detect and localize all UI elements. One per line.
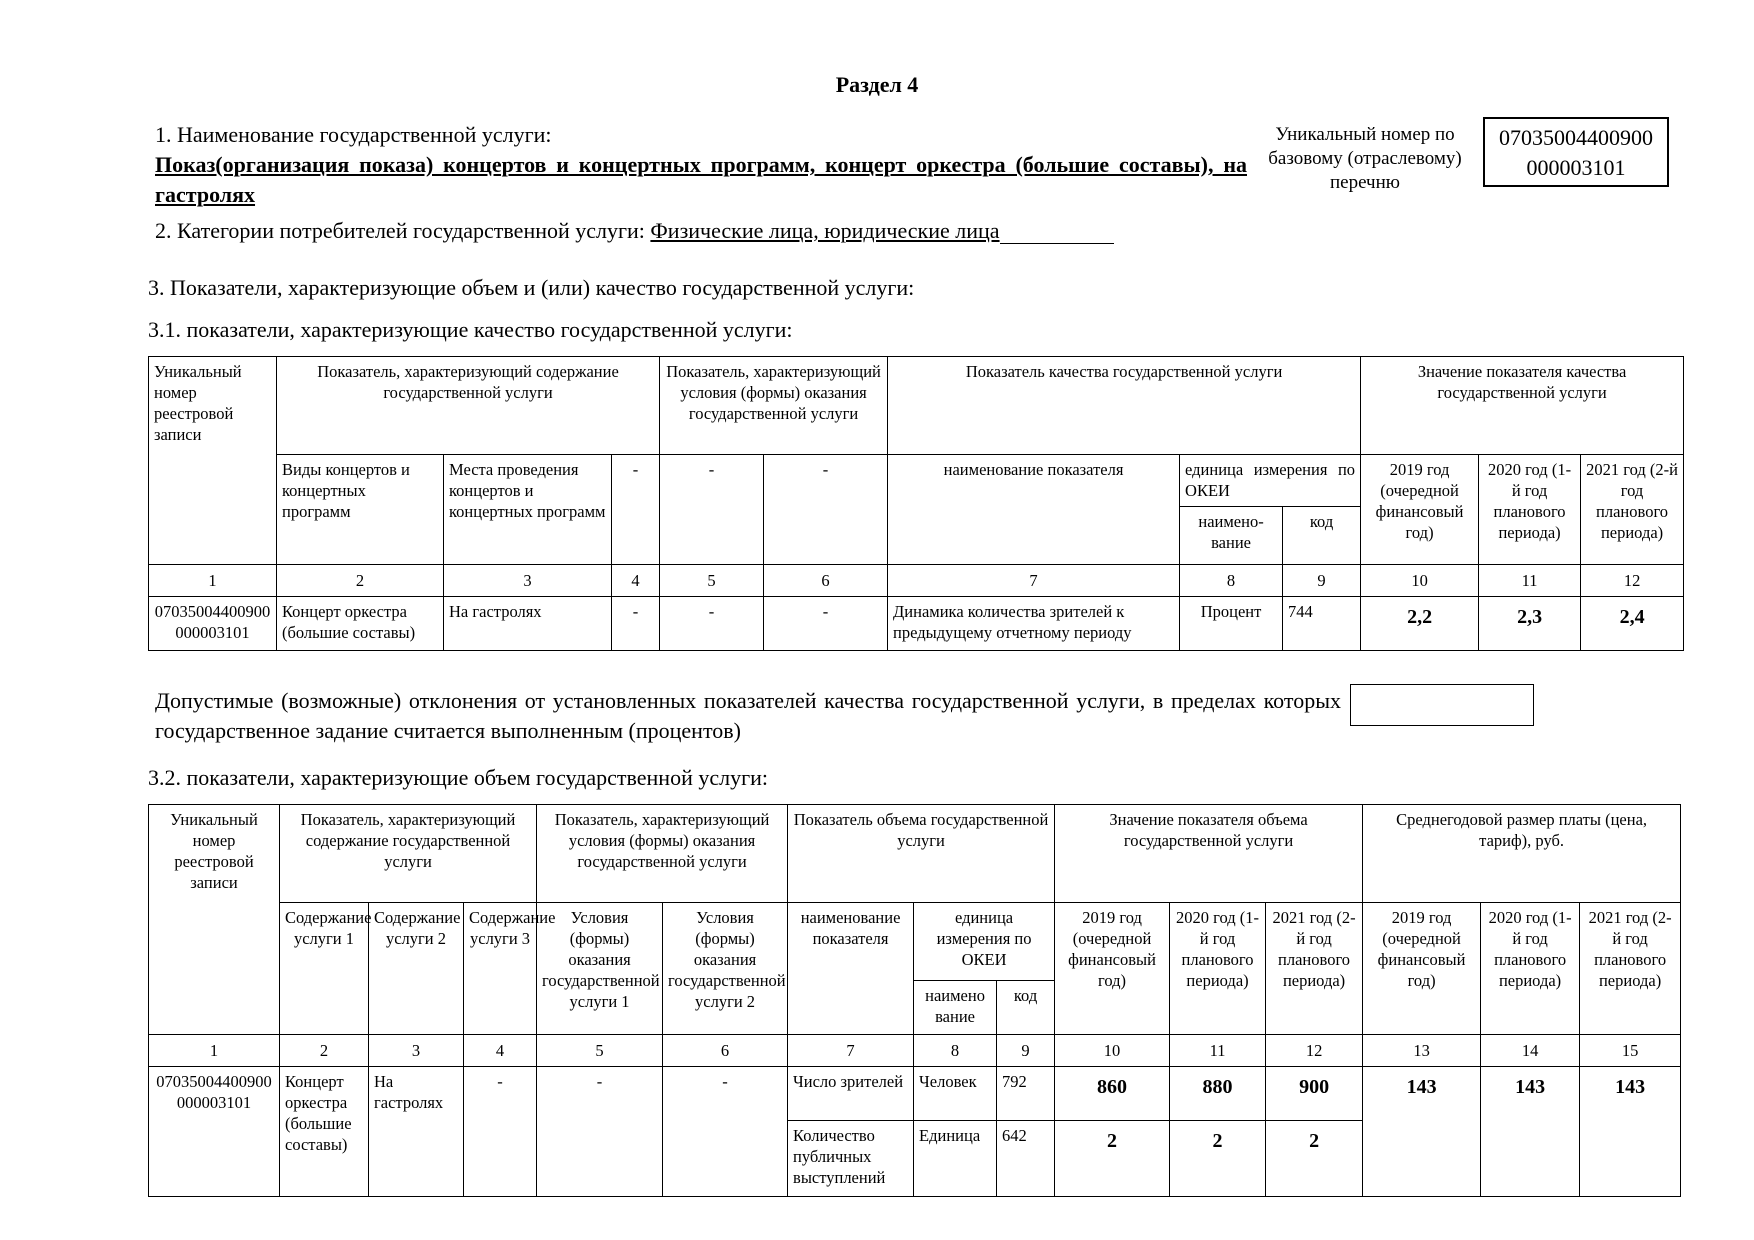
v-col-number: 2	[280, 1035, 369, 1067]
v-row-sub1-c12: 900	[1266, 1067, 1363, 1121]
q-col-number: 8	[1180, 565, 1283, 597]
q-header-value: Значение показателя качества государственной услуги	[1361, 357, 1684, 455]
q-row-c4: -	[612, 597, 660, 651]
v-header-conditions: Показатель, характеризующий условия (формы) оказания государственной услуги	[537, 805, 788, 903]
q-row-record: 07035004400900000003101	[149, 597, 277, 651]
v-col-number: 3	[369, 1035, 464, 1067]
v-col-number: 7	[788, 1035, 914, 1067]
table-row	[149, 597, 1684, 651]
v-header-c10: 2019 год (очередной финансовый год)	[1055, 903, 1170, 1035]
deviation-value-field[interactable]	[1350, 684, 1534, 726]
q-header-record: Уникальный номер реестровой записи	[149, 357, 277, 565]
consumers-label: 2. Категории потребителей государственной услуги:	[155, 218, 645, 243]
service-name-value: Показ(организация показа) концертов и концертных программ, концерт оркестра (большие составы), на гастролях	[155, 152, 1247, 207]
v-row-sub2-c12: 2	[1266, 1121, 1363, 1197]
q-col-number: 6	[764, 565, 888, 597]
q-header-c5: -	[660, 455, 764, 565]
q-header-c9: код	[1283, 507, 1361, 565]
q-header-c12: 2021 год (2-й год планового периода)	[1581, 455, 1684, 565]
v-col-number: 8	[914, 1035, 997, 1067]
v-row-c3: На гастролях	[369, 1067, 464, 1197]
q-col-number: 1	[149, 565, 277, 597]
q-col-number: 7	[888, 565, 1180, 597]
v-col-number: 10	[1055, 1035, 1170, 1067]
v-row-c13: 143	[1363, 1067, 1481, 1197]
q-header-quality: Показатель качества государственной услуги	[888, 357, 1361, 455]
unique-number-line1: 07035004400900	[1499, 125, 1653, 150]
v-col-number: 11	[1170, 1035, 1266, 1067]
v-row-sub1-c7: Число зрителей	[788, 1067, 914, 1121]
q-header-c2: Виды концертов и концертных программ	[277, 455, 444, 565]
quality-table	[148, 356, 1684, 651]
v-row-sub2-c9: 642	[997, 1121, 1055, 1197]
v-header-c8: наимено вание	[914, 981, 997, 1035]
v-header-volume: Показатель объема государственной услуги	[788, 805, 1055, 903]
v-row-c6: -	[663, 1067, 788, 1197]
q-row-c2: Концерт оркестра (большие составы)	[277, 597, 444, 651]
consumers-fill-line	[1000, 221, 1114, 244]
v-col-numbers-row	[149, 1035, 1681, 1067]
q-header-c6: -	[764, 455, 888, 565]
q-col-number: 10	[1361, 565, 1479, 597]
q-header-content: Показатель, характеризующий содержание государственной услуги	[277, 357, 660, 455]
q-col-number: 3	[444, 565, 612, 597]
q-header-unit: единица измерения по ОКЕИ	[1180, 455, 1361, 507]
v-row-c15: 143	[1580, 1067, 1681, 1197]
q-col-number: 9	[1283, 565, 1361, 597]
v-header-c7: наименование показателя	[788, 903, 914, 1035]
v-row-sub2-c8: Единица	[914, 1121, 997, 1197]
q-row-c12: 2,4	[1581, 597, 1684, 651]
v-header-c3: Содержание услуги 2	[369, 903, 464, 1035]
q-row-c9: 744	[1283, 597, 1361, 651]
v-row-sub1-c10: 860	[1055, 1067, 1170, 1121]
q-row-c6: -	[764, 597, 888, 651]
v-row-sub2-c7: Количество публичных выступлений	[788, 1121, 914, 1197]
v-row-c14: 143	[1481, 1067, 1580, 1197]
q-row-c11: 2,3	[1479, 597, 1581, 651]
v-row-sub1-c9: 792	[997, 1067, 1055, 1121]
table-row	[149, 1067, 1681, 1121]
consumers-value: Физические лица, юридические лица	[650, 218, 1000, 243]
q-col-number: 2	[277, 565, 444, 597]
v-row-record: 07035004400900000003101	[149, 1067, 280, 1197]
v-header-fee: Среднегодовой размер платы (цена, тариф), руб.	[1363, 805, 1681, 903]
q-col-number: 11	[1479, 565, 1581, 597]
q-row-c5: -	[660, 597, 764, 651]
q-header-c4: -	[612, 455, 660, 565]
q-row-c10: 2,2	[1361, 597, 1479, 651]
v-row-sub1-c11: 880	[1170, 1067, 1266, 1121]
v-header-c9: код	[997, 981, 1055, 1035]
q-col-number: 12	[1581, 565, 1684, 597]
q-header-c3: Места проведения концертов и концертных программ	[444, 455, 612, 565]
v-header-c12: 2021 год (2-й год планового периода)	[1266, 903, 1363, 1035]
q-col-numbers-row	[149, 565, 1684, 597]
v-row-sub2-c10: 2	[1055, 1121, 1170, 1197]
service-name-label: 1. Наименование государственной услуги:	[155, 122, 552, 147]
volume-table	[148, 804, 1681, 1197]
q-header-c7: наименование показателя	[888, 455, 1180, 565]
heading-3-2: 3.2. показатели, характеризующие объем государственной услуги:	[148, 765, 768, 790]
v-col-number: 4	[464, 1035, 537, 1067]
q-row-c3: На гастролях	[444, 597, 612, 651]
v-col-number: 6	[663, 1035, 788, 1067]
v-col-number: 1	[149, 1035, 280, 1067]
q-row-c8: Процент	[1180, 597, 1283, 651]
v-col-number: 9	[997, 1035, 1055, 1067]
v-header-c11: 2020 год (1-й год планового периода)	[1170, 903, 1266, 1035]
q-header-conditions: Показатель, характеризующий условия (формы) оказания государственной услуги	[660, 357, 888, 455]
v-header-content: Показатель, характеризующий содержание государственной услуги	[280, 805, 537, 903]
v-row-c2: Концерт оркестра (большие составы)	[280, 1067, 369, 1197]
heading-3: 3. Показатели, характеризующие объем и (или) качество государственной услуги:	[148, 275, 915, 300]
section-title: Раздел 4	[835, 72, 919, 97]
v-header-c6: Условия (формы) оказания государственной услуги 2	[663, 903, 788, 1035]
v-header-record: Уникальный номер реестровой записи	[149, 805, 280, 1035]
v-col-number: 12	[1266, 1035, 1363, 1067]
q-header-c8: наимено-вание	[1180, 507, 1283, 565]
v-header-c2: Содержание услуги 1	[280, 903, 369, 1035]
deviation-text: Допустимые (возможные) отклонения от установленных показателей качества государственной услуги, в пределах которых государственное задание считается выполненным (процентов)	[155, 688, 1341, 743]
v-header-value: Значение показателя объема государственной услуги	[1055, 805, 1363, 903]
q-row-c7: Динамика количества зрителей к предыдущему отчетному периоду	[888, 597, 1180, 651]
unique-number-line2: 000003101	[1526, 155, 1626, 180]
heading-3-1: 3.1. показатели, характеризующие качество государственной услуги:	[148, 317, 793, 342]
v-header-c13: 2019 год (очередной финансовый год)	[1363, 903, 1481, 1035]
v-col-number: 14	[1481, 1035, 1580, 1067]
q-header-c10: 2019 год (очередной финансовый год)	[1361, 455, 1479, 565]
v-row-c4: -	[464, 1067, 537, 1197]
unique-number-label: Уникальный номер по базовому (отраслевому) перечню	[1268, 124, 1462, 193]
consumers-row	[155, 218, 1114, 244]
unique-number-box	[1483, 117, 1669, 187]
v-row-sub2-c11: 2	[1170, 1121, 1266, 1197]
v-header-unit: единица измерения по ОКЕИ	[914, 903, 1055, 981]
v-header-c5: Условия (формы) оказания государственной услуги 1	[537, 903, 663, 1035]
v-header-c15: 2021 год (2-й год планового периода)	[1580, 903, 1681, 1035]
v-col-number: 5	[537, 1035, 663, 1067]
q-header-c11: 2020 год (1-й год планового периода)	[1479, 455, 1581, 565]
v-row-sub1-c8: Человек	[914, 1067, 997, 1121]
q-col-number: 4	[612, 565, 660, 597]
v-col-number: 13	[1363, 1035, 1481, 1067]
q-col-number: 5	[660, 565, 764, 597]
v-header-c4: Содержание услуги 3	[464, 903, 537, 1035]
v-header-c14: 2020 год (1-й год планового периода)	[1481, 903, 1580, 1035]
v-row-c5: -	[537, 1067, 663, 1197]
v-col-number: 15	[1580, 1035, 1681, 1067]
